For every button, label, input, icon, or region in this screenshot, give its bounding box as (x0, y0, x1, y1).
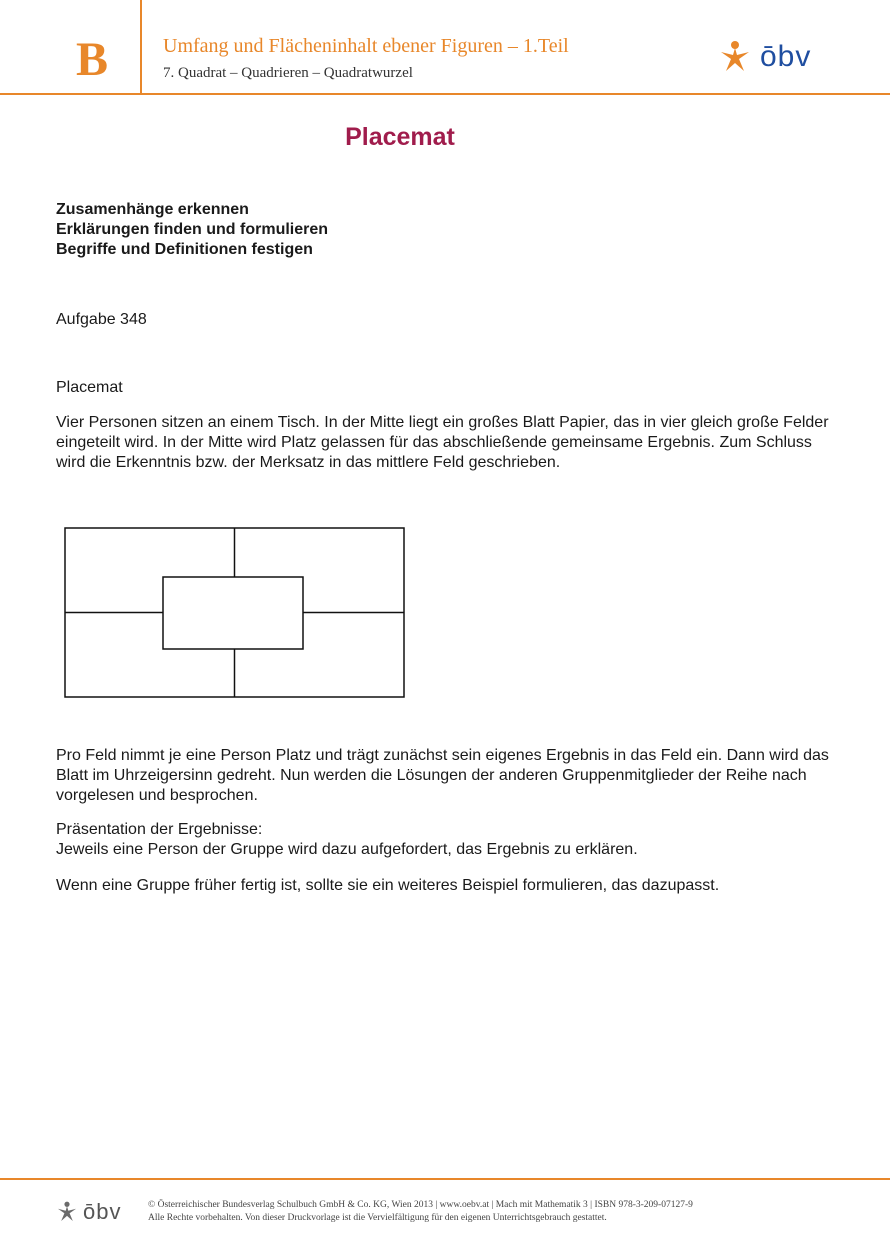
star-figure-icon (718, 40, 752, 74)
placemat-diagram (64, 527, 406, 699)
page-title: Placemat (345, 123, 455, 151)
presentation-body: Jeweils eine Person der Gruppe wird dazu aufgefordert, das Ergebnis zu erklären. (56, 841, 638, 858)
process-paragraph: Pro Feld nimmt je eine Person Platz und trägt zunächst sein eigenes Ergebnis in das Feld ein. Dann wird das Blatt im Uhrzeigersinn gedreht. Nun werden die Lösungen der anderen Gruppenmitglieder der Reihe nach vorgelesen und besprochen. (56, 747, 829, 804)
footer-rule (0, 1178, 890, 1180)
brand-name: ōbv (760, 40, 812, 73)
competency-list (56, 200, 328, 260)
header-rule (0, 93, 890, 95)
footer-logo (56, 1200, 121, 1224)
publisher-logo (718, 40, 811, 74)
header-title: Umfang und Flächeninhalt ebener Figuren – 1.Teil (163, 35, 569, 57)
extension-paragraph: Wenn eine Gruppe früher fertig ist, sollte sie ein weiteres Beispiel formulieren, das dazupasst. (56, 877, 720, 894)
presentation-heading: Präsentation der Ergebnisse: (56, 821, 263, 838)
header-divider-vertical (140, 0, 142, 94)
presentation-paragraph (56, 820, 846, 860)
footer-brand-name: ōbv (83, 1199, 122, 1224)
footer-copyright (148, 1199, 693, 1225)
footer-line: Alle Rechte vorbehalten. Von dieser Druckvorlage ist die Vervielfältigung für den eigenen Unterrichtsgebrauch gestattet. (148, 1213, 607, 1223)
section-letter: B (76, 33, 109, 86)
competency-item: Erklärungen finden und formulieren (56, 221, 329, 238)
placemat-center-field (163, 577, 303, 649)
method-heading: Placemat (56, 379, 123, 396)
competency-item: Begriffe und Definitionen festigen (56, 241, 313, 258)
task-number: Aufgabe 348 (56, 311, 147, 328)
star-figure-icon (56, 1201, 78, 1223)
intro-paragraph: Vier Personen sitzen an einem Tisch. In der Mitte liegt ein großes Blatt Papier, das in vier gleich große Felder eingeteilt wird. In der Mitte wird Platz gelassen für das abschließende gemeinsame Ergebnis. Zum Schluss wird die Erkenntnis bzw. der Merksatz in das mittlere Feld geschrieben. (56, 414, 829, 471)
competency-item: Zusamenhänge erkennen (56, 201, 249, 218)
header-subtitle: 7. Quadrat – Quadrieren – Quadratwurzel (163, 65, 413, 81)
footer-line: © Österreichischer Bundesverlag Schulbuch GmbH & Co. KG, Wien 2013 | www.oebv.at | Mach mit Mathematik 3 | ISBN 978-3-209-07127-9 (148, 1200, 693, 1210)
